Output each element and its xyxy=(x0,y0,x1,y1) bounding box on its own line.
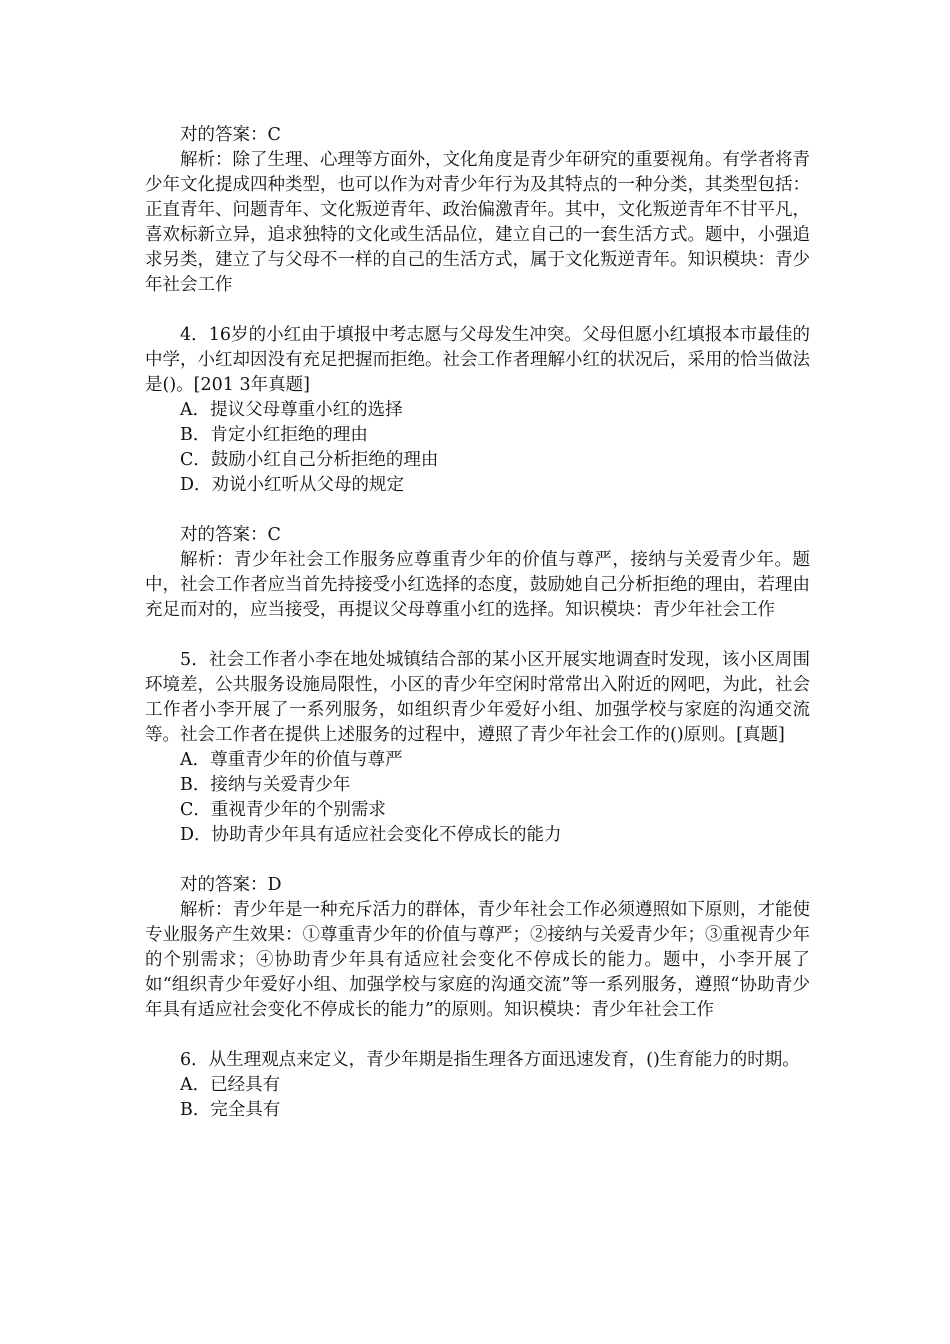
q6-stem: 6．从生理观点来定义，青少年期是指生理各方面迅速发育，()生育能力的时期。 xyxy=(180,1050,800,1070)
q3-analysis: 解析：除了生理、心理等方面外，文化角度是青少年研究的重要视角。有学者将青少年文化提成四种类型，也可以作为对青少年行为及其特点的一种分类，其类型包括：正直青年、问题青年、文化叛逆青年、政治偏激青年。其中，文化叛逆青年不甘平凡，喜欢标新立异，追求独特的文化或生活品位，建立自己的一套生活方式。题中，小强追求另类，建立了与父母不一样的自己的生活方式，属于文化叛逆青年。知识模块：青少年社会工作 xyxy=(145,150,810,295)
q4-option-d: D．劝说小红听从父母的规定 xyxy=(180,475,405,495)
q6-option-a: A．已经具有 xyxy=(180,1075,281,1095)
spacer xyxy=(145,848,810,873)
q4-option-c: C．鼓励小红自己分析拒绝的理由 xyxy=(180,450,439,470)
q5-option-a: A．尊重青少年的价值与尊严 xyxy=(180,750,403,770)
q5-option-c: C．重视青少年的个别需求 xyxy=(180,800,386,820)
q3-answer: 对的答案：C xyxy=(180,125,281,145)
q5-option-d: D．协助青少年具有适应社会变化不停成长的能力 xyxy=(180,825,562,845)
q4-answer: 对的答案：C xyxy=(180,525,281,545)
q4-option-a: A．提议父母尊重小红的选择 xyxy=(180,400,403,420)
spacer xyxy=(145,298,810,323)
q5-option-b: B．接纳与关爱青少年 xyxy=(180,775,351,795)
document-body xyxy=(145,123,810,1123)
q4-stem: 4．16岁的小红由于填报中考志愿与父母发生冲突。父母但愿小红填报本市最佳的中学，小红却因没有充足把握而拒绝。社会工作者理解小红的状况后，采用的恰当做法是()。[201 3年真题] xyxy=(145,325,810,395)
q6-option-b: B．完全具有 xyxy=(180,1100,281,1120)
spacer xyxy=(145,498,810,523)
q5-stem: 5．社会工作者小李在地处城镇结合部的某小区开展实地调查时发现，该小区周围环境差，公共服务设施局限性，小区的青少年空闲时常常出入附近的网吧，为此，社会工作者小李开展了一系列服务，如组织青少年爱好小组、加强学校与家庭的沟通交流等。社会工作者在提供上述服务的过程中，遵照了青少年社会工作的()原则。[真题] xyxy=(145,650,810,745)
q4-analysis: 解析：青少年社会工作服务应尊重青少年的价值与尊严，接纳与关爱青少年。题中，社会工作者应当首先持接受小红选择的态度，鼓励她自己分析拒绝的理由，若理由充足而对的，应当接受，再提议父母尊重小红的选择。知识模块：青少年社会工作 xyxy=(145,550,810,620)
q5-answer: 对的答案：D xyxy=(180,875,282,895)
spacer xyxy=(145,623,810,648)
q4-option-b: B．肯定小红拒绝的理由 xyxy=(180,425,368,445)
q5-analysis: 解析：青少年是一种充斥活力的群体，青少年社会工作必须遵照如下原则，才能使专业服务产生效果：①尊重青少年的价值与尊严；②接纳与关爱青少年；③重视青少年的个别需求；④协助青少年具有适应社会变化不停成长的能力。题中，小李开展了如“组织青少年爱好小组、加强学校与家庭的沟通交流”等一系列服务，遵照“协助青少年具有适应社会变化不停成长的能力”的原则。知识模块：青少年社会工作 xyxy=(145,900,810,1020)
spacer xyxy=(145,1023,810,1048)
